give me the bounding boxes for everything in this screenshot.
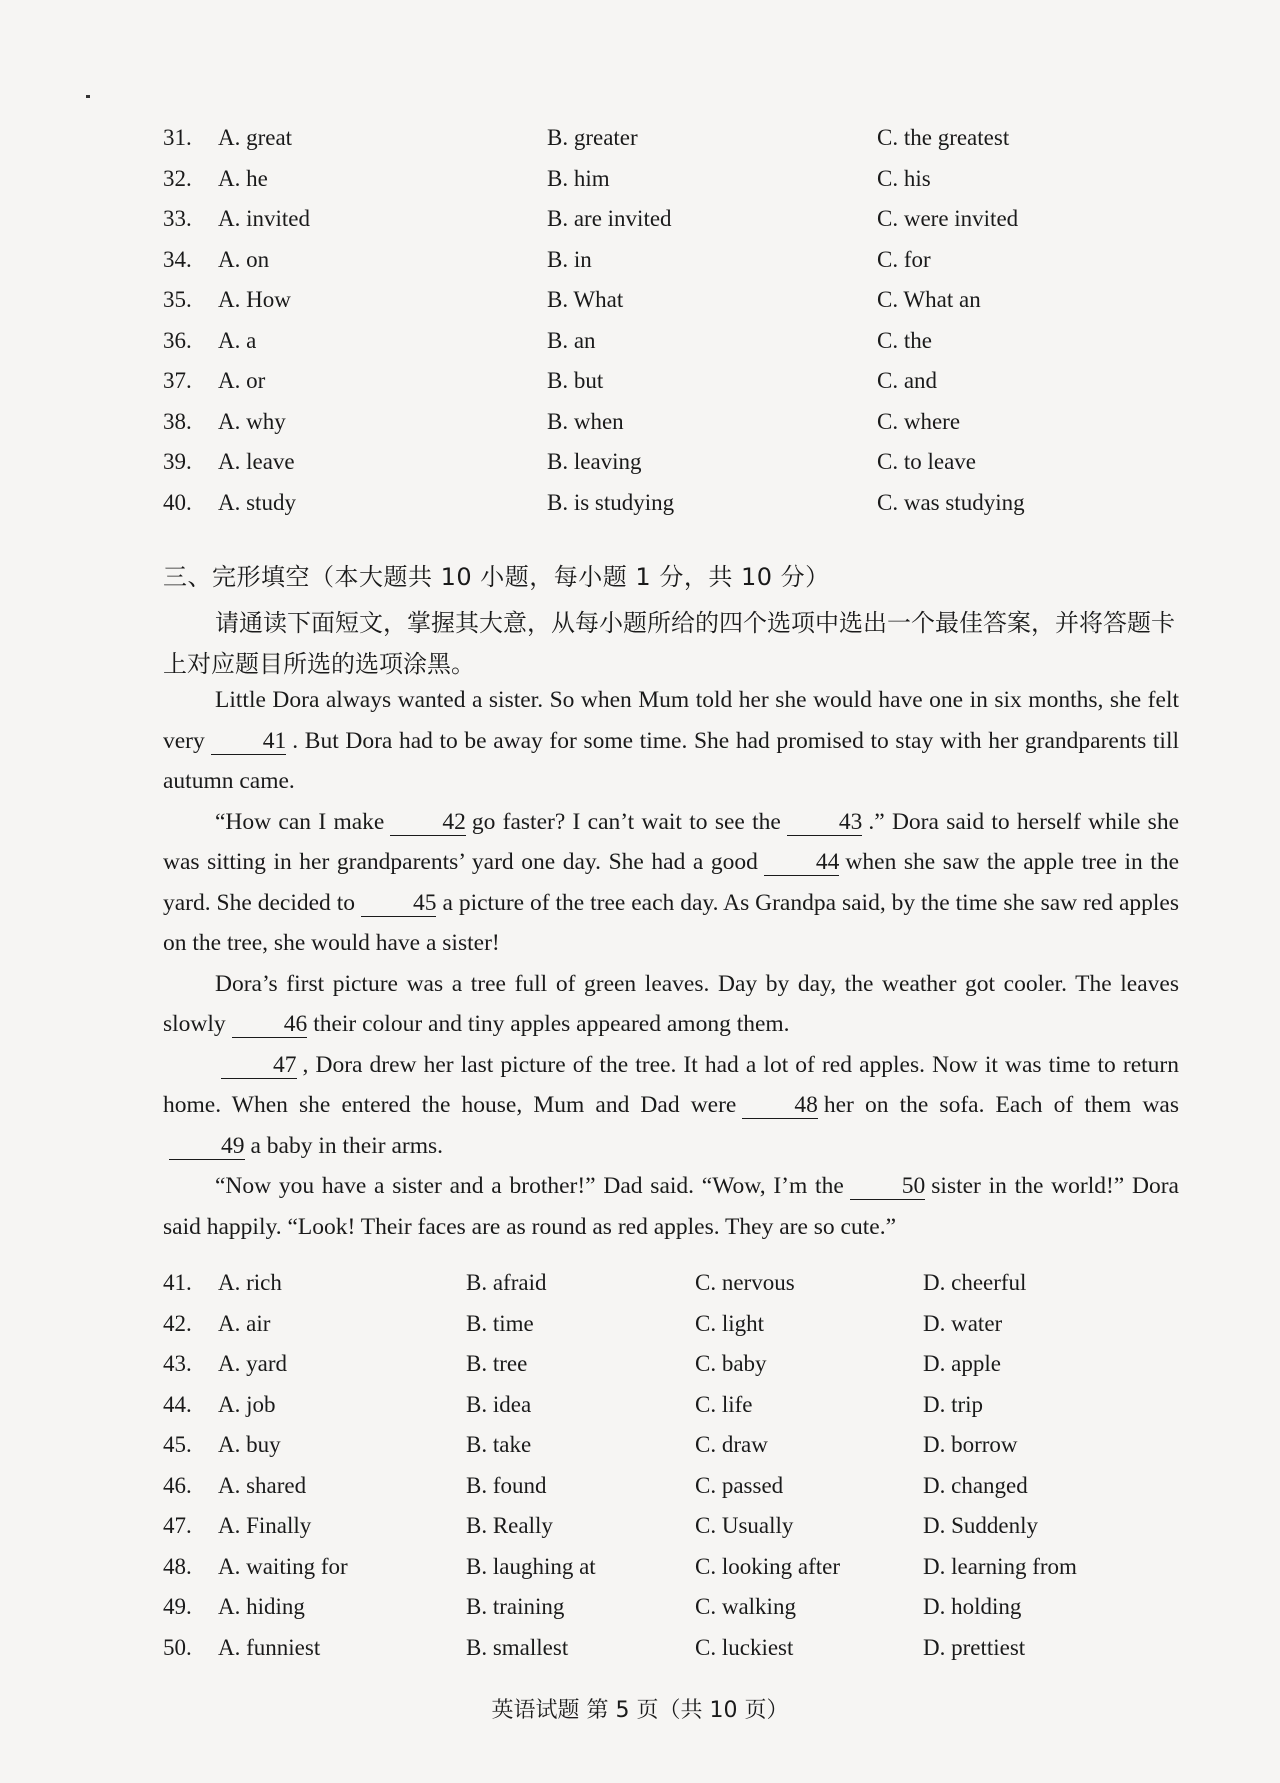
option-c: C. where — [877, 409, 961, 434]
option-b: B. is studying — [547, 490, 675, 515]
option-a: A. leave — [218, 449, 295, 474]
question-number: 31. — [163, 125, 192, 150]
option-row-38 — [0, 409, 1280, 449]
option-row-43 — [0, 1351, 1280, 1391]
option-d: D. water — [923, 1311, 1003, 1336]
option-b: B. afraid — [466, 1270, 547, 1295]
question-number: 50. — [163, 1635, 192, 1660]
option-b: B. an — [547, 328, 596, 353]
option-c: C. was studying — [877, 490, 1025, 515]
passage-text: a picture of the tree each day. As Grandpa said, by the time she saw red apples on the tree, she would have a sister! — [163, 889, 1179, 956]
option-a: A. invited — [218, 206, 310, 231]
passage-text: when she saw the apple tree in the yard. She decided to — [163, 849, 1180, 916]
option-b: B. idea — [466, 1392, 532, 1417]
question-number: 48. — [163, 1554, 192, 1579]
option-b: B. leaving — [547, 449, 642, 474]
passage-text: go faster? I can’t wait to see the — [471, 808, 781, 835]
option-row-45 — [0, 1432, 1280, 1472]
option-c: C. the — [877, 328, 932, 353]
blank-48: 48 — [742, 1092, 818, 1119]
option-c: C. Usually — [695, 1513, 794, 1538]
question-number: 38. — [163, 409, 192, 434]
passage-text: sister in the world!” Dora said happily. “Look! Their faces are as round as red apples. They are so cute.” — [163, 1173, 1179, 1240]
option-c: C. baby — [695, 1351, 767, 1376]
option-d: D. borrow — [923, 1432, 1018, 1457]
option-b: B. training — [466, 1594, 565, 1619]
option-row-31 — [0, 125, 1280, 165]
question-number: 46. — [163, 1473, 192, 1498]
option-row-44 — [0, 1392, 1280, 1432]
option-row-42 — [0, 1311, 1280, 1351]
option-a: A. a — [218, 328, 257, 353]
option-row-35 — [0, 287, 1280, 327]
option-b: B. take — [466, 1432, 532, 1457]
option-c: C. the greatest — [877, 125, 1010, 150]
question-number: 47. — [163, 1513, 192, 1538]
option-row-32 — [0, 166, 1280, 206]
option-a: A. shared — [218, 1473, 307, 1498]
question-number: 34. — [163, 247, 192, 272]
option-a: A. hiding — [218, 1594, 305, 1619]
option-c: C. life — [695, 1392, 753, 1417]
option-b: B. time — [466, 1311, 534, 1336]
option-row-47 — [0, 1513, 1280, 1553]
option-b: B. found — [466, 1473, 547, 1498]
option-d: D. cheerful — [923, 1270, 1027, 1295]
blank-49: 49 — [169, 1133, 245, 1160]
blank-42: 42 — [390, 809, 466, 836]
question-number: 35. — [163, 287, 192, 312]
option-row-36 — [0, 328, 1280, 368]
option-b: B. in — [547, 247, 592, 272]
option-a: A. study — [218, 490, 296, 515]
blank-44: 44 — [764, 849, 840, 876]
cloze-passage — [163, 680, 1179, 1247]
blank-46: 46 — [232, 1011, 308, 1038]
passage-text: their colour and tiny apples appeared among them. — [313, 1011, 790, 1037]
option-d: D. prettiest — [923, 1635, 1026, 1660]
passage-text: “Now you have a sister and a brother!” Dad said. “Wow, I’m the — [215, 1173, 844, 1199]
option-b: B. laughing at — [466, 1554, 596, 1579]
passage-paragraph — [163, 964, 1179, 1045]
question-number: 36. — [163, 328, 192, 353]
option-a: A. yard — [218, 1351, 287, 1376]
option-c: C. luckiest — [695, 1635, 794, 1660]
option-b: B. smallest — [466, 1635, 569, 1660]
section-instruction: 请通读下面短文，掌握其大意，从每小题所给的四个选项中选出一个最佳答案，并将答题卡上对应题目所选的选项涂黑。 — [163, 609, 1175, 678]
option-row-41 — [0, 1270, 1280, 1310]
option-c: C. walking — [695, 1594, 796, 1619]
option-d: D. Suddenly — [923, 1513, 1038, 1538]
passage-text: a baby in their arms. — [250, 1132, 444, 1159]
option-row-46 — [0, 1473, 1280, 1513]
option-row-33 — [0, 206, 1280, 246]
page-footer: 英语试题 第 5 页（共 10 页） — [491, 1698, 789, 1723]
option-c: C. and — [877, 368, 938, 393]
option-c: C. nervous — [695, 1270, 795, 1295]
question-number: 32. — [163, 166, 192, 191]
passage-paragraph — [163, 802, 1179, 964]
passage-text: Little Dora always wanted a sister. So when Mum told her she would have one in six months, she felt very — [163, 687, 1179, 754]
option-d: D. learning from — [923, 1554, 1077, 1579]
option-c: C. looking after — [695, 1554, 840, 1579]
option-row-48 — [0, 1554, 1280, 1594]
passage-text: Dora’s first picture was a tree full of green leaves. Day by day, the weather got cooler. The leaves slowly — [163, 970, 1179, 1037]
option-a: A. How — [218, 287, 291, 312]
option-b: B. What — [547, 287, 624, 312]
option-d: D. holding — [923, 1594, 1022, 1619]
option-c: C. his — [877, 166, 931, 191]
passage-paragraph — [163, 1166, 1179, 1247]
option-b: B. but — [547, 368, 604, 393]
option-b: B. when — [547, 409, 624, 434]
option-a: A. great — [218, 125, 293, 150]
passage-text: . But Dora had to be away for some time. She had promised to stay with her grandparents till autumn came. — [163, 727, 1179, 794]
passage-text: “How can I make — [215, 808, 385, 835]
option-d: D. trip — [923, 1392, 984, 1417]
option-c: C. draw — [695, 1432, 768, 1457]
passage-text: her on the sofa. Each of them was — [823, 1092, 1179, 1118]
option-a: A. job — [218, 1392, 276, 1417]
question-number: 45. — [163, 1432, 192, 1457]
passage-text: .” Dora said to herself while she was sitting in her grandparents’ yard one day. She had a good — [163, 808, 1179, 875]
option-c: C. What an — [877, 287, 981, 312]
question-number: 40. — [163, 490, 192, 515]
option-a: A. Finally — [218, 1513, 312, 1538]
option-c: C. passed — [695, 1473, 784, 1498]
option-b: B. greater — [547, 125, 638, 150]
blank-45: 45 — [361, 890, 437, 917]
question-number: 41. — [163, 1270, 192, 1295]
scan-speck — [86, 95, 90, 98]
question-number: 33. — [163, 206, 192, 231]
question-number: 42. — [163, 1311, 192, 1336]
blank-41: 41 — [211, 728, 287, 755]
option-row-49 — [0, 1594, 1280, 1634]
question-number: 44. — [163, 1392, 192, 1417]
section-title: 三、完形填空（本大题共 10 小题，每小题 1 分，共 10 分） — [163, 563, 830, 591]
option-row-39 — [0, 449, 1280, 489]
option-b: B. him — [547, 166, 610, 191]
question-number: 49. — [163, 1594, 192, 1619]
option-a: A. or — [218, 368, 266, 393]
option-a: A. funniest — [218, 1635, 321, 1660]
option-b: B. tree — [466, 1351, 528, 1376]
option-a: A. waiting for — [218, 1554, 348, 1579]
option-a: A. buy — [218, 1432, 281, 1457]
option-a: A. rich — [218, 1270, 282, 1295]
blank-43: 43 — [787, 809, 863, 836]
option-row-40 — [0, 490, 1280, 530]
option-c: C. were invited — [877, 206, 1019, 231]
option-row-50 — [0, 1635, 1280, 1675]
option-d: D. apple — [923, 1351, 1001, 1376]
option-d: D. changed — [923, 1473, 1028, 1498]
passage-paragraph — [163, 680, 1179, 802]
option-row-37 — [0, 368, 1280, 408]
question-number: 43. — [163, 1351, 192, 1376]
option-a: A. why — [218, 409, 286, 434]
question-number: 39. — [163, 449, 192, 474]
option-c: C. for — [877, 247, 931, 272]
option-row-34 — [0, 247, 1280, 287]
passage-paragraph — [163, 1045, 1179, 1167]
option-a: A. he — [218, 166, 268, 191]
option-a: A. air — [218, 1311, 271, 1336]
question-number: 37. — [163, 368, 192, 393]
passage-text: , Dora drew her last picture of the tree. It had a lot of red apples. Now it was time to return home. When she entered the house, Mum and Dad were — [163, 1051, 1179, 1118]
option-c: C. to leave — [877, 449, 976, 474]
option-b: B. are invited — [547, 206, 672, 231]
blank-50: 50 — [850, 1173, 926, 1200]
blank-47: 47 — [221, 1052, 297, 1079]
option-c: C. light — [695, 1311, 765, 1336]
option-a: A. on — [218, 247, 270, 272]
option-b: B. Really — [466, 1513, 553, 1538]
